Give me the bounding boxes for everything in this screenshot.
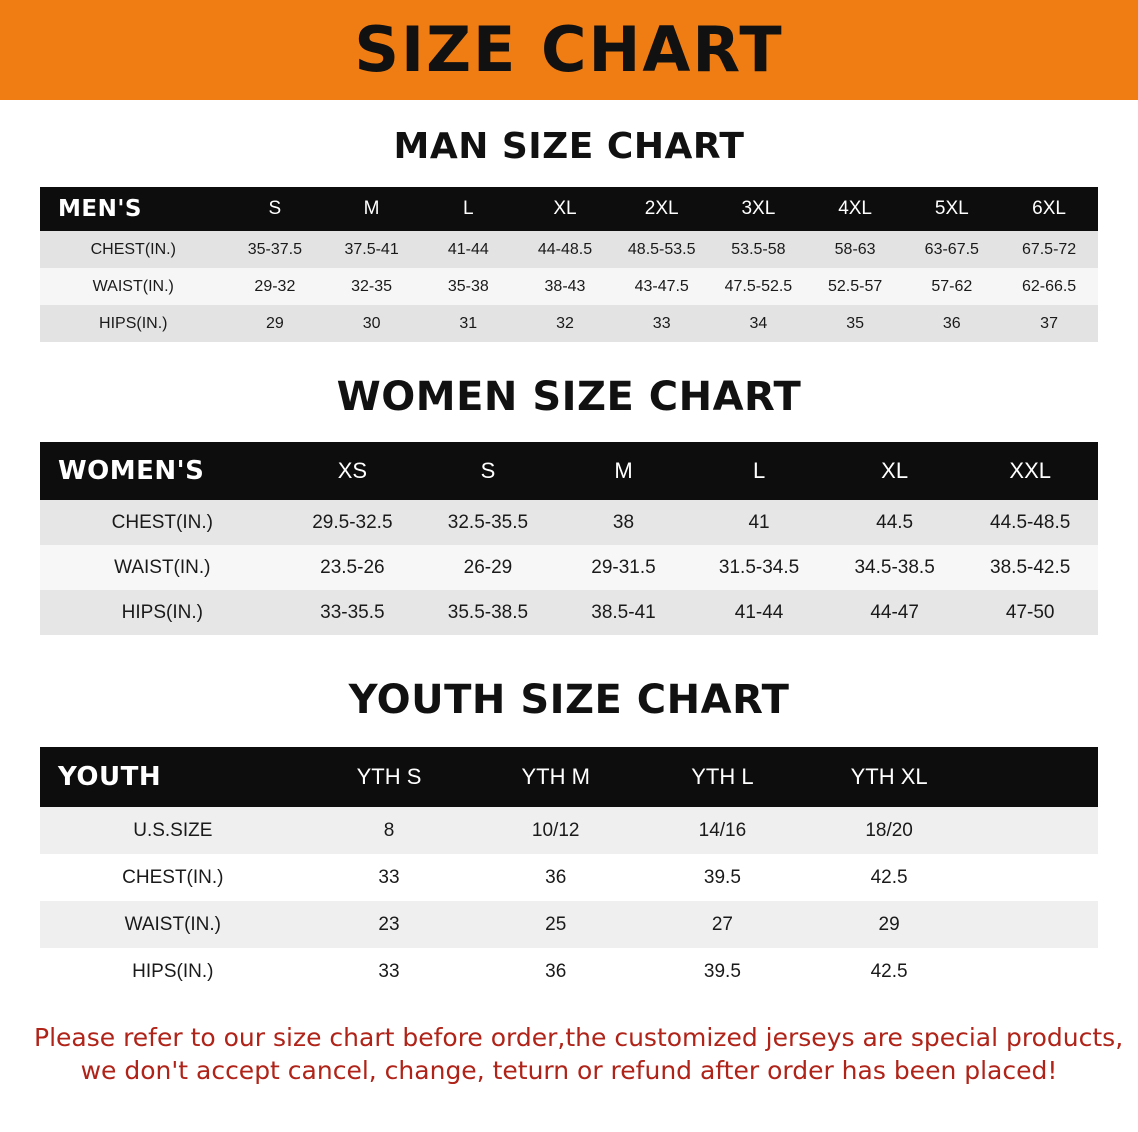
table-cell: 31 (420, 305, 517, 342)
youth-header-yth-l: YTH L (639, 747, 806, 807)
women-header-xs: XS (285, 442, 421, 500)
table-cell: 29.5-32.5 (285, 500, 421, 545)
table-cell: 32-35 (323, 268, 420, 305)
row-label: CHEST(IN.) (40, 854, 306, 901)
table-cell: 41-44 (420, 231, 517, 268)
table-row (40, 590, 1098, 635)
man-section-heading: MAN SIZE CHART (393, 126, 745, 167)
table-cell: 33 (613, 305, 710, 342)
table-cell: 26-29 (420, 545, 556, 590)
row-label: WAIST(IN.) (40, 268, 227, 305)
man-header-l: L (420, 187, 517, 231)
table-row (40, 854, 1098, 901)
table-cell: 23 (306, 901, 473, 948)
women-header-m: M (556, 442, 692, 500)
women-size-table (40, 442, 1098, 635)
man-table-wrap (0, 187, 1138, 342)
table-row (40, 901, 1098, 948)
man-header-label: MEN'S (40, 187, 227, 231)
women-table-wrap (0, 442, 1138, 635)
man-header-6xl: 6XL (1000, 187, 1098, 231)
women-header-xxl: XXL (962, 442, 1098, 500)
man-header-xl: XL (517, 187, 614, 231)
man-table-body (40, 231, 1098, 342)
youth-table-header (40, 747, 1098, 807)
youth-size-table (40, 747, 1098, 995)
table-cell: 29 (227, 305, 324, 342)
table-cell: 42.5 (806, 948, 973, 995)
table-cell: 35-37.5 (227, 231, 324, 268)
table-cell: 31.5-34.5 (691, 545, 827, 590)
table-cell: 67.5-72 (1000, 231, 1098, 268)
table-cell: 36 (903, 305, 1000, 342)
table-cell: 44-47 (827, 590, 963, 635)
row-label: HIPS(IN.) (40, 948, 306, 995)
table-row (40, 268, 1098, 305)
table-cell: 58-63 (807, 231, 904, 268)
table-row (40, 500, 1098, 545)
page-banner (0, 0, 1138, 100)
row-label: WAIST(IN.) (40, 545, 285, 590)
table-cell: 14/16 (639, 807, 806, 854)
youth-table-body (40, 807, 1098, 995)
table-cell: 38.5-42.5 (962, 545, 1098, 590)
table-cell: 34.5-38.5 (827, 545, 963, 590)
disclaimer-line-2: we don't accept cancel, change, teturn or refund after order has been placed! (80, 1056, 1058, 1085)
women-header-label: WOMEN'S (40, 442, 285, 500)
table-cell-empty (972, 948, 1098, 995)
table-cell: 47.5-52.5 (710, 268, 807, 305)
youth-header-label: YOUTH (40, 747, 306, 807)
table-cell: 34 (710, 305, 807, 342)
table-cell-empty (972, 901, 1098, 948)
man-header-3xl: 3XL (710, 187, 807, 231)
table-cell: 39.5 (639, 854, 806, 901)
table-cell: 37 (1000, 305, 1098, 342)
table-cell: 29 (806, 901, 973, 948)
table-cell: 62-66.5 (1000, 268, 1098, 305)
table-cell: 10/12 (472, 807, 639, 854)
table-cell: 41-44 (691, 590, 827, 635)
table-cell: 23.5-26 (285, 545, 421, 590)
row-label: CHEST(IN.) (40, 231, 227, 268)
row-label: WAIST(IN.) (40, 901, 306, 948)
table-cell: 32 (517, 305, 614, 342)
table-cell: 25 (472, 901, 639, 948)
man-header-5xl: 5XL (903, 187, 1000, 231)
man-header-m: M (323, 187, 420, 231)
women-header-xl: XL (827, 442, 963, 500)
table-cell: 32.5-35.5 (420, 500, 556, 545)
man-size-table (40, 187, 1098, 342)
table-cell: 47-50 (962, 590, 1098, 635)
table-cell: 48.5-53.5 (613, 231, 710, 268)
row-label: HIPS(IN.) (40, 590, 285, 635)
table-cell: 33 (306, 948, 473, 995)
table-row (40, 231, 1098, 268)
man-header-s: S (227, 187, 324, 231)
table-cell: 44.5-48.5 (962, 500, 1098, 545)
women-table-body (40, 500, 1098, 635)
table-cell: 8 (306, 807, 473, 854)
table-header-row (40, 187, 1098, 231)
women-header-s: S (420, 442, 556, 500)
table-header-row (40, 442, 1098, 500)
table-cell: 44-48.5 (517, 231, 614, 268)
youth-header-yth-m: YTH M (472, 747, 639, 807)
youth-header-spacer (972, 747, 1098, 807)
table-row (40, 305, 1098, 342)
table-row (40, 807, 1098, 854)
disclaimer-line-1: Please refer to our size chart before order,the customized jerseys are special products, (34, 1023, 1124, 1052)
table-cell: 42.5 (806, 854, 973, 901)
youth-header-yth-s: YTH S (306, 747, 473, 807)
table-cell: 33 (306, 854, 473, 901)
man-header-2xl: 2XL (613, 187, 710, 231)
table-cell: 38 (556, 500, 692, 545)
table-cell: 18/20 (806, 807, 973, 854)
table-cell: 63-67.5 (903, 231, 1000, 268)
youth-table-wrap (0, 747, 1138, 995)
women-header-l: L (691, 442, 827, 500)
table-cell-empty (972, 807, 1098, 854)
table-cell-empty (972, 854, 1098, 901)
table-header-row (40, 747, 1098, 807)
table-cell: 36 (472, 948, 639, 995)
women-table-header (40, 442, 1098, 500)
row-label: HIPS(IN.) (40, 305, 227, 342)
table-cell: 53.5-58 (710, 231, 807, 268)
women-section-heading: WOMEN SIZE CHART (336, 374, 802, 420)
table-cell: 29-31.5 (556, 545, 692, 590)
table-cell: 38.5-41 (556, 590, 692, 635)
table-cell: 29-32 (227, 268, 324, 305)
youth-header-yth-xl: YTH XL (806, 747, 973, 807)
table-row (40, 948, 1098, 995)
man-header-4xl: 4XL (807, 187, 904, 231)
row-label: CHEST(IN.) (40, 500, 285, 545)
table-cell: 38-43 (517, 268, 614, 305)
youth-section-heading: YOUTH SIZE CHART (348, 677, 790, 723)
table-cell: 41 (691, 500, 827, 545)
table-cell: 57-62 (903, 268, 1000, 305)
page-title: SIZE CHART (354, 13, 784, 86)
table-cell: 39.5 (639, 948, 806, 995)
table-cell: 37.5-41 (323, 231, 420, 268)
table-cell: 33-35.5 (285, 590, 421, 635)
table-cell: 36 (472, 854, 639, 901)
row-label: U.S.SIZE (40, 807, 306, 854)
table-cell: 52.5-57 (807, 268, 904, 305)
table-row (40, 545, 1098, 590)
table-cell: 43-47.5 (613, 268, 710, 305)
table-cell: 44.5 (827, 500, 963, 545)
table-cell: 27 (639, 901, 806, 948)
man-table-header (40, 187, 1098, 231)
table-cell: 35-38 (420, 268, 517, 305)
table-cell: 30 (323, 305, 420, 342)
table-cell: 35 (807, 305, 904, 342)
table-cell: 35.5-38.5 (420, 590, 556, 635)
disclaimer-note (0, 1021, 1138, 1087)
